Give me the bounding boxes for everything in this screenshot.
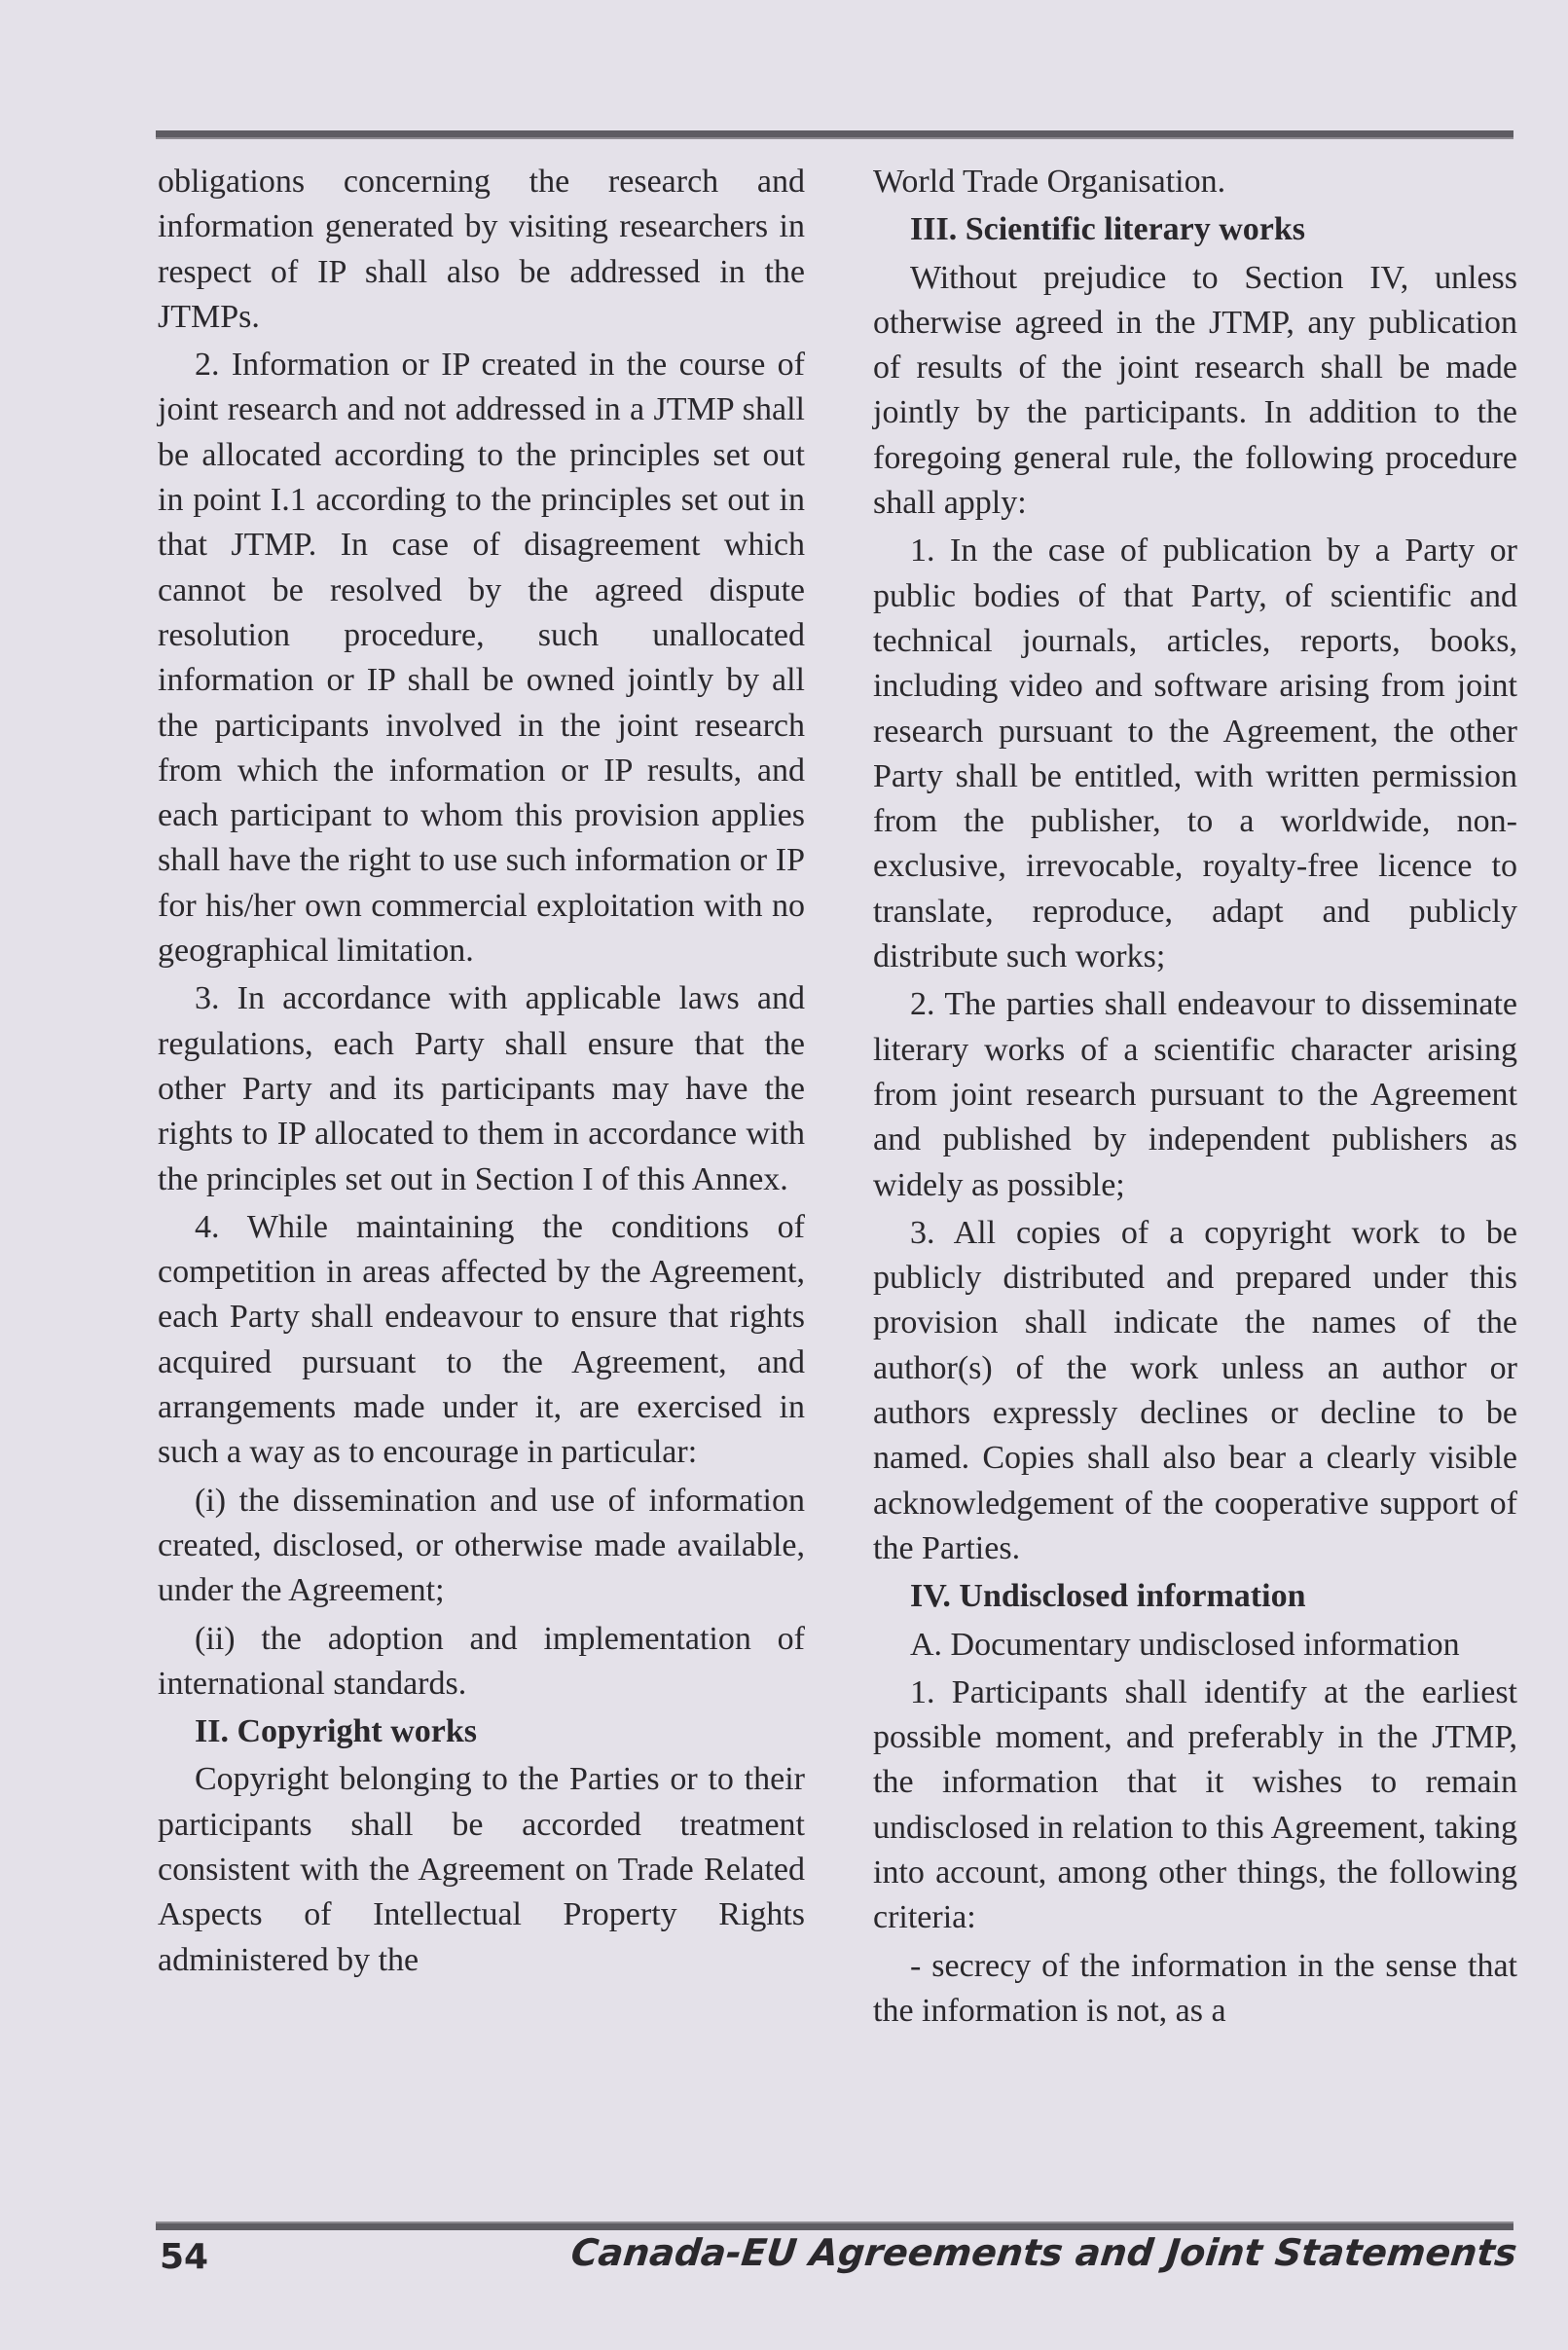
paragraph: (i) the dissemination and use of information created, disclosed, or otherwise made available, under the Agreement;: [158, 1482, 805, 1609]
paragraph: Without prejudice to Section IV, unless otherwise agreed in the JTMP, any publication of results of the joint research shall be made jointly by the participants. In addition to the foregoing general rule, the following procedure shall apply:: [873, 259, 1517, 522]
paragraph: 2. The parties shall endeavour to disseminate literary works of a scientific character arising from joint research pursuant to the Agreement and published by independent publishers as widely as possible;: [873, 986, 1517, 1203]
paragraph: A. Documentary undisclosed information: [910, 1626, 1460, 1663]
section-heading: IV. Undisclosed information: [910, 1578, 1306, 1615]
paragraph: 2. Information or IP created in the course of joint research and not addressed in a JTMP shall be allocated according to the principles set out in point I.1 according to the principles set out in that JTMP. In case of disagreement which cannot be resolved by the agreed dispute resolution procedure, such unallocated information or IP shall be owned jointly by all the participants involved in the joint research from which the information or IP results, and each participant to whom this provision applies shall have the right to use such information or IP for his/her own commercial exploitation with no geographical limitation.: [158, 347, 805, 970]
paragraph: 3. All copies of a copyright work to be publicly distributed and prepared under this provision shall indicate the names of the author(s) of the work unless an author or authors expressly declines or decline to be named. Copies shall also bear a clearly visible acknowledgement of the cooperative support of the Parties.: [873, 1214, 1517, 1566]
paragraph: - secrecy of the information in the sense that the information is not, as a: [873, 1947, 1517, 2029]
paragraph: obligations concerning the research and information generated by visiting researchers in respect of IP shall also be addressed in the JTMPs.: [158, 164, 805, 335]
section-heading: II. Copyright works: [195, 1713, 477, 1750]
page-number: 54: [160, 2237, 209, 2277]
section-heading: III. Scientific literary works: [910, 211, 1306, 248]
paragraph: 1. In the case of publication by a Party or public bodies of that Party, of scientific and technical journals, articles, reports, books, including video and software arising from joint research pursuant to the Agreement, the other Party shall be entitled, with written permission from the publisher, to a worldwide, non-exclusive, irrevocable, royalty-free licence to translate, reproduce, adapt and publicly distribute such works;: [873, 532, 1517, 975]
left-column: [158, 160, 805, 1986]
paragraph: (ii) the adoption and implementation of international standards.: [158, 1620, 805, 1702]
top-rule: [156, 130, 1513, 139]
paragraph: World Trade Organisation.: [873, 164, 1226, 200]
paragraph: 1. Participants shall identify at the earliest possible moment, and preferably in the JTMP, the information that it wishes to remain undisclosed in relation to this Agreement, taking into account, among other things, the following criteria:: [873, 1673, 1517, 1936]
paragraph: Copyright belonging to the Parties or to their participants shall be accorded treatment consistent with the Agreement on Trade Related Aspects of Intellectual Property Rights administered by the: [158, 1761, 805, 1978]
paragraph: 4. While maintaining the conditions of competition in areas affected by the Agreement, each Party shall endeavour to ensure that rights acquired pursuant to the Agreement, and arrangements made under it, are exercised in such a way as to encourage in particular:: [158, 1208, 805, 1471]
running-title: Canada-EU Agreements and Joint Statements: [568, 2231, 1519, 2274]
bottom-rule: [156, 2221, 1513, 2230]
paragraph: 3. In accordance with applicable laws and regulations, each Party shall ensure that the other Party and its participants may have the rights to IP allocated to them in accordance with the principles set out in Section I of this Annex.: [158, 980, 805, 1197]
right-column: [873, 160, 1517, 2037]
